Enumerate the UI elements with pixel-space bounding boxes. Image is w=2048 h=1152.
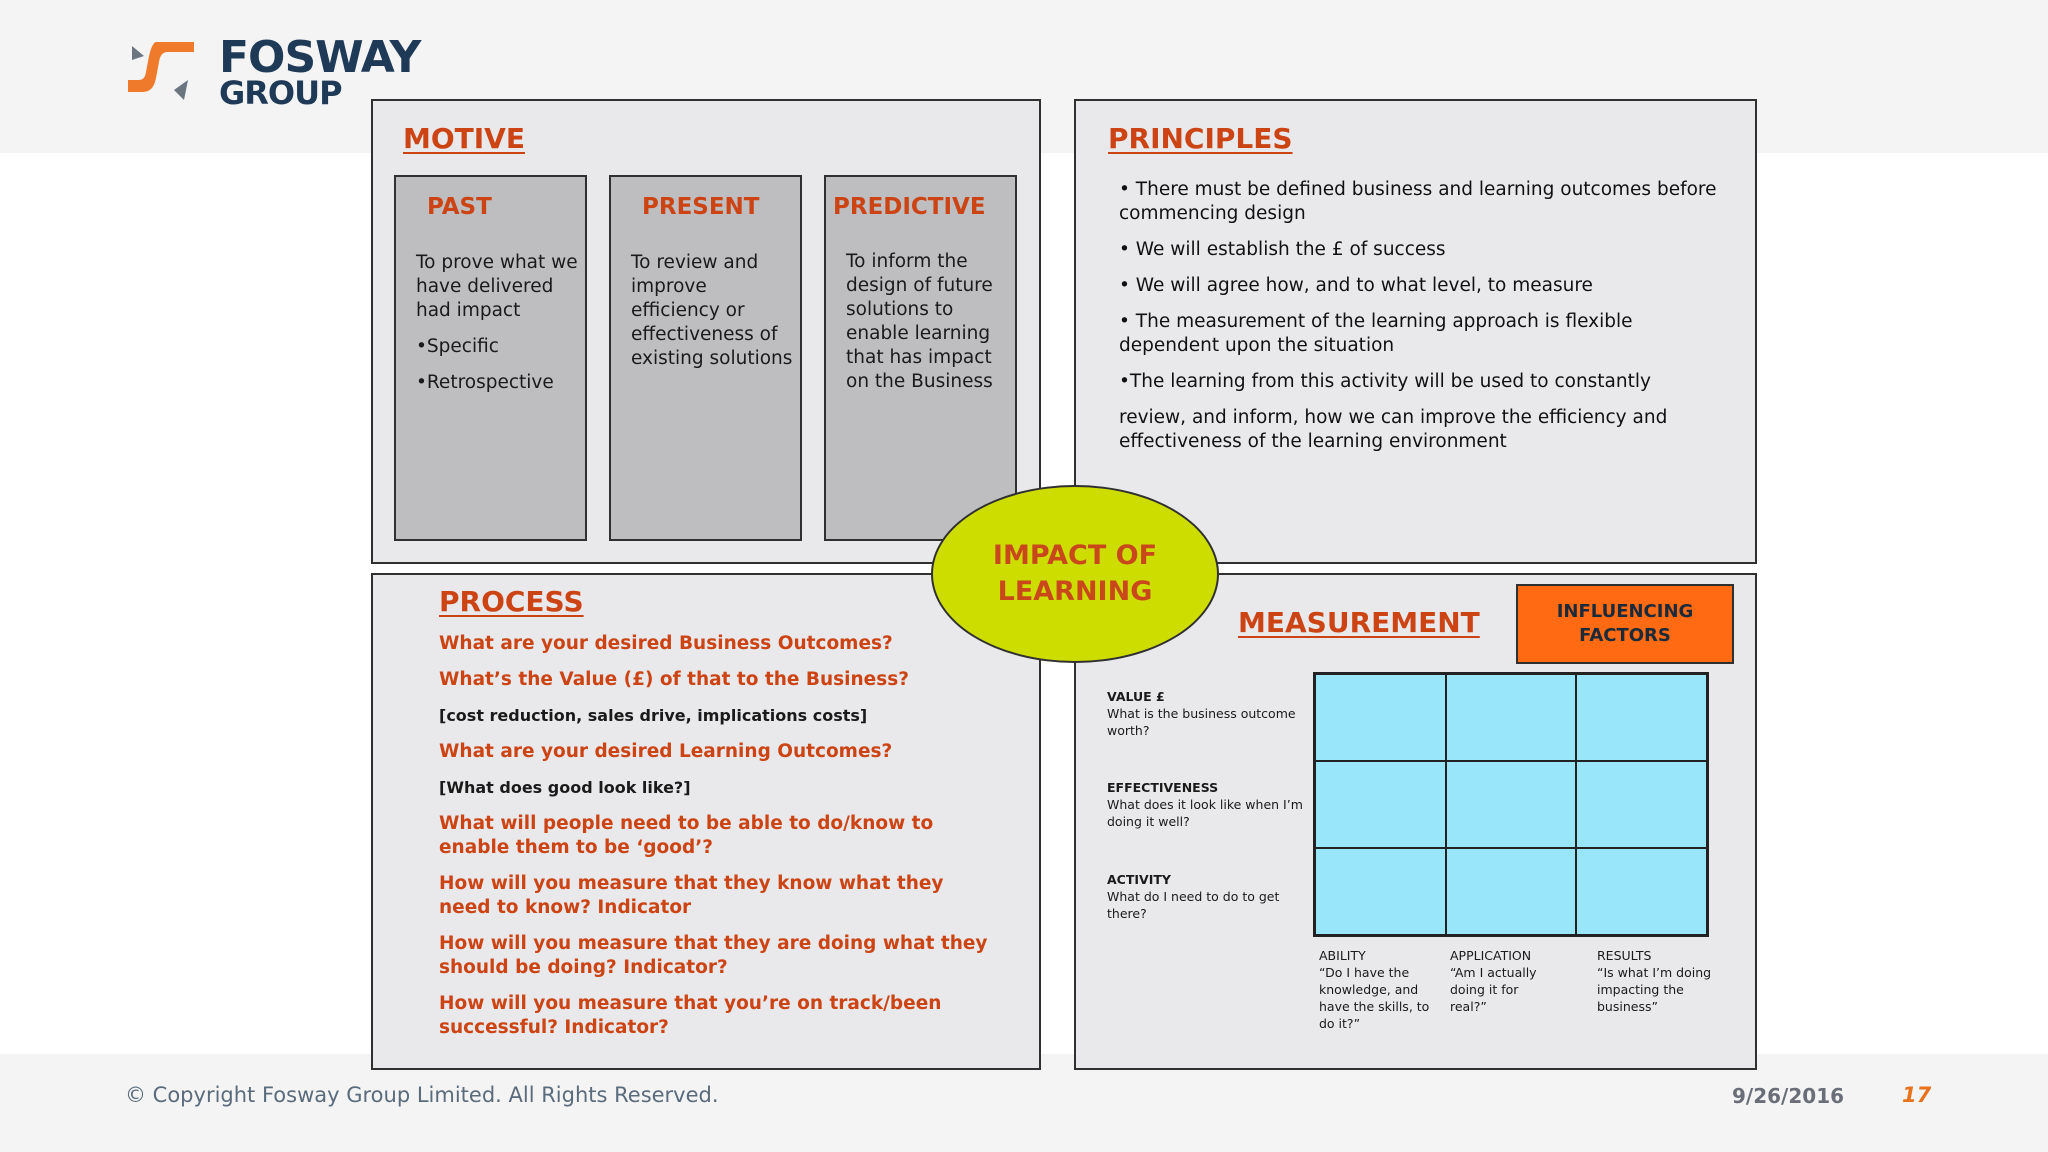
process-question: What’s the Value (£) of that to the Business? — [439, 669, 909, 690]
col-desc: “Am I actually doing it for real?” — [1450, 965, 1537, 1014]
logo-mark-icon — [126, 38, 194, 106]
grid-cell — [1446, 674, 1577, 761]
process-question: What are your desired Business Outcomes? — [439, 633, 893, 654]
process-question: How will you measure that they are doing what they should be doing? Indicator? — [439, 933, 988, 978]
impact-of-learning-label — [993, 538, 1157, 610]
process-note: [What does good look like?] — [439, 778, 691, 797]
principles-list — [1119, 178, 1729, 466]
box-text — [416, 251, 581, 407]
influencing-line: INFLUENCING — [1556, 601, 1694, 622]
grid-cell — [1315, 761, 1446, 848]
process-heading: PROCESS — [439, 585, 584, 618]
row-desc: What does it look like when I’m doing it well? — [1107, 797, 1303, 829]
col-label-results — [1597, 947, 1712, 1015]
process-question: How will you measure that you’re on track/been successful? Indicator? — [439, 993, 942, 1038]
row-desc: What do I need to do to get there? — [1107, 889, 1280, 921]
principle-item: • There must be defined business and learning outcomes before commencing design — [1119, 179, 1717, 224]
row-label-value — [1107, 688, 1307, 739]
process-question: How will you measure that they know what they need to know? Indicator — [439, 873, 944, 918]
row-title: VALUE £ — [1107, 689, 1165, 704]
process-note: [cost reduction, sales drive, implications costs] — [439, 706, 868, 725]
grid-cell — [1315, 848, 1446, 935]
box-line: •Specific — [416, 336, 499, 357]
page-number: 17 — [1902, 1083, 1932, 1107]
col-desc: “Is what I’m doing impacting the business” — [1597, 965, 1712, 1014]
box-title: PRESENT — [642, 194, 760, 220]
oval-line: IMPACT OF — [992, 540, 1158, 571]
measurement-grid — [1313, 672, 1709, 937]
process-question: What will people need to be able to do/know to enable them to be ‘good’? — [439, 813, 934, 858]
box-text — [631, 251, 796, 383]
influencing-factors-label — [1557, 600, 1694, 648]
oval-line: LEARNING — [997, 576, 1153, 607]
copyright-text: © Copyright Fosway Group Limited. All Rights Reserved. — [125, 1083, 719, 1107]
row-title: ACTIVITY — [1107, 872, 1171, 887]
logo-text-primary: FOSWAY — [219, 32, 421, 83]
process-question: What are your desired Learning Outcomes? — [439, 741, 893, 762]
principle-item: • The measurement of the learning approach is flexible dependent upon the situation — [1119, 311, 1633, 356]
row-desc: What is the business outcome worth? — [1107, 706, 1296, 738]
grid-cell — [1576, 761, 1707, 848]
principle-item: •The learning from this activity will be used to constantly — [1119, 371, 1651, 392]
col-title: APPLICATION — [1450, 948, 1532, 963]
grid-cell — [1315, 674, 1446, 761]
box-line: •Retrospective — [416, 372, 554, 393]
principle-item: review, and inform, how we can improve the efficiency and effectiveness of the learning environment — [1119, 407, 1668, 452]
grid-cell — [1576, 848, 1707, 935]
row-label-activity — [1107, 871, 1307, 922]
measurement-heading: MEASUREMENT — [1238, 606, 1480, 639]
principle-item: • We will agree how, and to what level, to measure — [1119, 275, 1593, 296]
col-title: RESULTS — [1597, 948, 1652, 963]
motive-heading: MOTIVE — [403, 122, 525, 155]
box-line: To inform the design of future solutions to enable learning that has impact on the Business — [846, 251, 993, 392]
box-line: To review and improve efficiency or effectiveness of existing solutions — [631, 252, 793, 369]
impact-of-learning-oval — [931, 485, 1219, 663]
box-title: PREDICTIVE — [833, 194, 986, 220]
process-list — [439, 632, 999, 1052]
grid-cell — [1446, 761, 1577, 848]
principles-heading: PRINCIPLES — [1108, 122, 1293, 155]
motive-box-present — [609, 175, 802, 541]
principle-item: • We will establish the £ of success — [1119, 239, 1446, 260]
motive-box-predictive — [824, 175, 1017, 541]
col-label-ability — [1319, 947, 1431, 1032]
motive-box-past — [394, 175, 587, 541]
logo-text-secondary: GROUP — [219, 74, 342, 112]
row-label-effectiveness — [1107, 779, 1307, 830]
box-title: PAST — [427, 194, 492, 220]
influencing-factors-box — [1516, 584, 1734, 664]
box-text — [846, 250, 1011, 406]
grid-cell — [1576, 674, 1707, 761]
slide-date: 9/26/2016 — [1732, 1084, 1845, 1108]
col-label-application — [1450, 947, 1558, 1015]
grid-cell — [1446, 848, 1577, 935]
row-title: EFFECTIVENESS — [1107, 780, 1219, 795]
col-title: ABILITY — [1319, 948, 1366, 963]
col-desc: “Do I have the knowledge, and have the skills, to do it?” — [1319, 965, 1430, 1031]
box-line: To prove what we have delivered had impact — [416, 252, 578, 321]
influencing-line: FACTORS — [1579, 625, 1671, 646]
